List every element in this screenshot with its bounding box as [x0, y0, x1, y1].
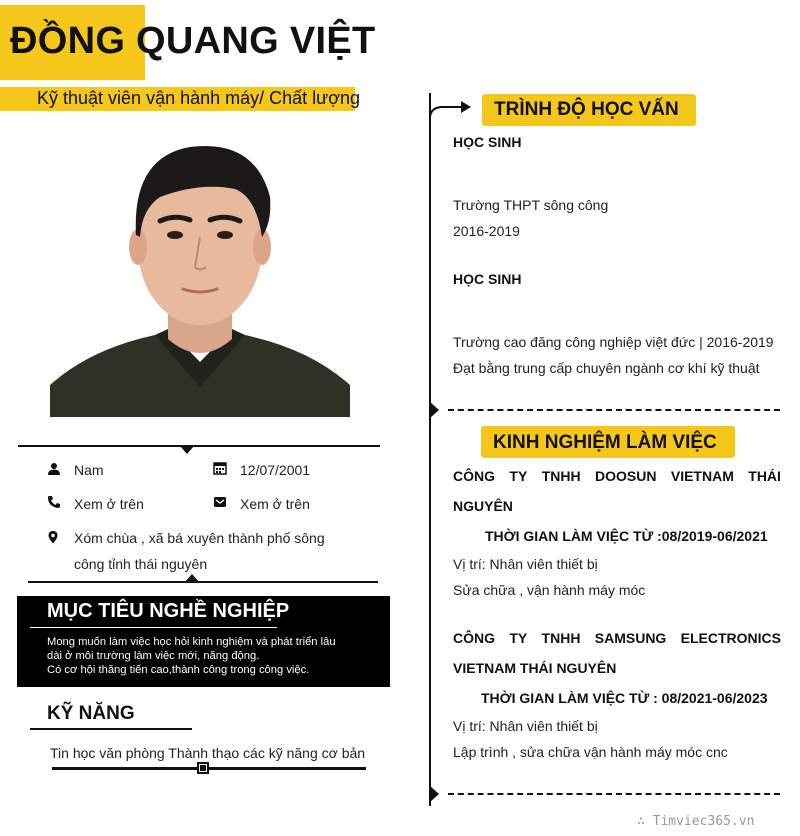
- company-word: DOOSUN: [595, 468, 657, 484]
- company-word: TY: [509, 630, 528, 646]
- education-school-2: Trường cao đăng công nghiệp việt đức | 2016-2019: [453, 334, 774, 350]
- education-school-1: Trường THPT sông công: [453, 197, 609, 213]
- divider-arrow-down: [180, 446, 194, 454]
- company-word: VIETNAM: [670, 468, 734, 484]
- user-icon: [47, 462, 61, 481]
- profile-photo: [50, 117, 350, 417]
- objective-underline: [30, 627, 277, 628]
- experience-position-2: Vị trí: Nhân viên thiết bị: [453, 718, 598, 734]
- section-divider: [448, 793, 780, 795]
- education-detail-2: Đạt bằng trung cấp chuyên ngành cơ khí kỹ thuật: [453, 360, 760, 376]
- company-word: TY: [509, 468, 528, 484]
- contact-top-divider: [18, 445, 380, 447]
- objective-line: Có cơ hội thăng tiến cao,thành công trong công việc.: [47, 664, 310, 676]
- experience-duty-1: Sửa chữa , vận hành máy móc: [453, 582, 646, 598]
- experience-duty-2: Lập trình , sửa chữa vận hành máy móc cnc: [453, 744, 728, 760]
- location-icon: [46, 530, 60, 549]
- skill-level-bar: [52, 767, 366, 770]
- email-icon: [213, 495, 227, 514]
- section-divider: [448, 409, 780, 411]
- education-role-2: HỌC SINH: [453, 271, 522, 287]
- company-word: THÁI: [748, 468, 781, 484]
- address-line-2: công tỉnh thái nguyên: [74, 556, 208, 572]
- education-title: TRÌNH ĐỘ HỌC VẤN: [494, 99, 679, 120]
- company-word: ELECTRONICS: [680, 630, 781, 646]
- timeline-marker: [430, 402, 439, 418]
- experience-company-2-line2: VIETNAM THÁI NGUYÊN: [453, 660, 617, 676]
- objective-line: Mong muốn làm việc học hỏi kinh nghiệm và phát triển lâu: [47, 636, 336, 648]
- experience-company-2: [453, 630, 781, 646]
- education-period-1: 2016-2019: [453, 223, 520, 239]
- address-line-1: Xóm chùa , xã bá xuyên thành phố sông: [74, 530, 325, 546]
- birthdate-value: 12/07/2001: [240, 462, 311, 478]
- education-role-1: HỌC SINH: [453, 134, 522, 150]
- company-word: TNHH: [541, 468, 581, 484]
- calendar-icon: [213, 461, 227, 480]
- skill-level-marker-dot: [200, 765, 206, 771]
- candidate-name: ĐỒNG QUANG VIỆT: [10, 20, 376, 62]
- watermark: ∴ Timviec365.vn: [637, 814, 755, 829]
- company-word: CÔNG: [453, 468, 495, 484]
- job-title: Kỹ thuật viên vận hành máy/ Chất lượng: [37, 88, 361, 108]
- timeline-line: [429, 93, 431, 806]
- experience-position-1: Vị trí: Nhân viên thiết bị: [453, 556, 598, 572]
- company-word: SAMSUNG: [594, 630, 667, 646]
- skills-title: KỸ NĂNG: [47, 703, 135, 724]
- objective-line: dài ở môi trường làm việc mới, năng động.: [47, 650, 260, 662]
- arrow-right-icon: [429, 99, 473, 124]
- experience-company-1-line2: NGUYÊN: [453, 498, 513, 514]
- skill-label: Tin học văn phòng Thành thạo các kỹ năng cơ bản: [50, 745, 366, 761]
- contact-bottom-divider: [28, 581, 378, 583]
- company-word: CÔNG: [453, 630, 495, 646]
- skills-underline: [30, 728, 192, 730]
- gender-value: Nam: [74, 462, 104, 478]
- experience-period-2: THỜI GIAN LÀM VIỆC TỪ : 08/2021-06/2023: [481, 690, 768, 706]
- phone-value: Xem ở trên: [74, 496, 144, 512]
- email-value: Xem ở trên: [240, 496, 310, 512]
- timeline-marker: [430, 786, 439, 802]
- objective-title: MỤC TIÊU NGHỀ NGHIỆP: [47, 600, 290, 622]
- experience-title: KINH NGHIỆM LÀM VIỆC: [493, 432, 717, 453]
- company-word: TNHH: [541, 630, 581, 646]
- experience-period-1: THỜI GIAN LÀM VIỆC TỪ :08/2019-06/2021: [485, 528, 768, 544]
- experience-company-1: [453, 468, 781, 484]
- objective-text: [47, 635, 377, 677]
- phone-icon: [47, 495, 61, 514]
